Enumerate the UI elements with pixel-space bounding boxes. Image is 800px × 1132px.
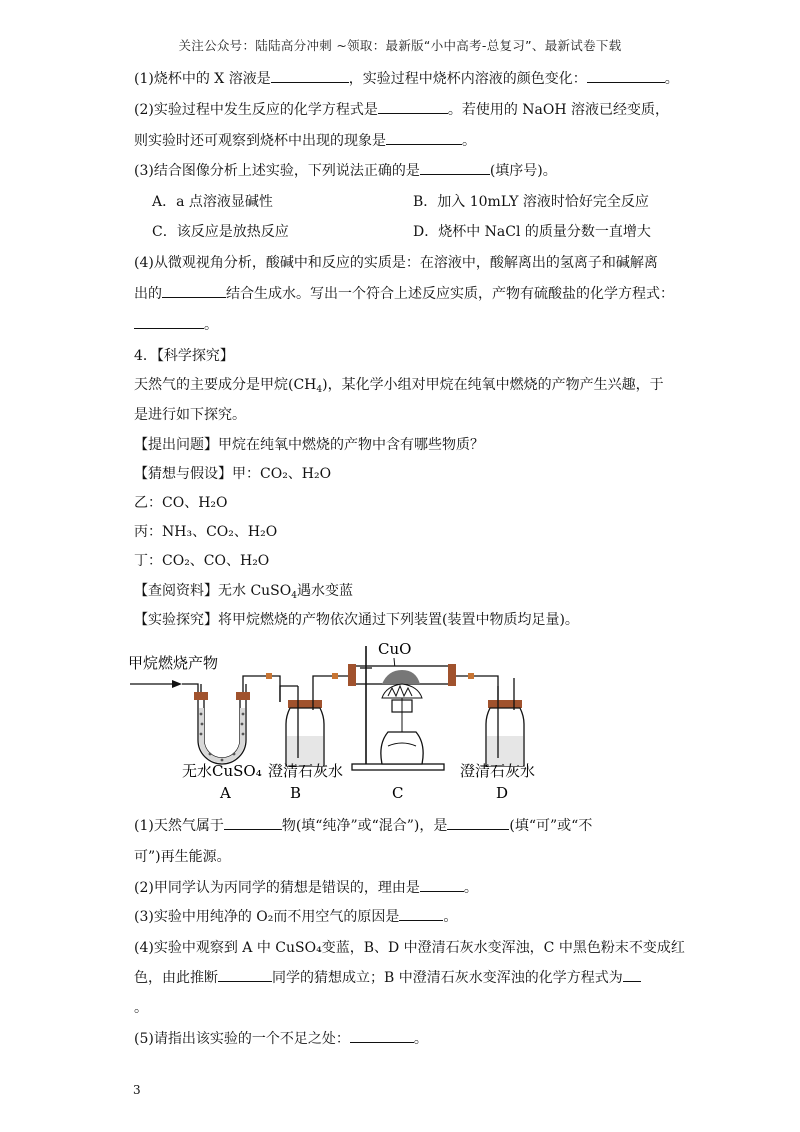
answer-blank[interactable] — [386, 130, 462, 145]
q4-sub-2 — [134, 877, 478, 897]
q4-sub-1-cont: 可”)再生能源。 — [134, 849, 231, 865]
label-limewater-b: 澄清石灰水 — [268, 762, 344, 780]
answer-blank[interactable] — [447, 815, 509, 830]
option-c: C．该反应是放热反应 — [152, 224, 289, 240]
answer-blank[interactable] — [378, 99, 448, 114]
q3-4-text-a: 出的 — [134, 286, 162, 302]
hypothesis-jia: 【猜想与假设】甲：CO₂、H₂O — [134, 466, 332, 482]
answer-blank[interactable] — [271, 68, 349, 83]
q3-line-9 — [134, 314, 218, 334]
sub4-text-c: 同学的猜想成立；B 中澄清石灰水变浑浊的化学方程式为 — [272, 970, 623, 986]
q3-2-text-a: (2)实验过程中发生反应的化学方程式是 — [134, 102, 378, 118]
u-tube-a — [182, 684, 250, 764]
sub2-text-b: 。 — [463, 880, 478, 896]
label-d: D — [496, 784, 509, 802]
q4-title: 4．【科学探究】 — [134, 348, 234, 364]
intro-text-a: 天然气的主要成分是甲烷(CH — [134, 377, 317, 393]
answer-blank[interactable] — [350, 1028, 414, 1043]
sub1-text-c: (填“可”或“不 — [509, 818, 593, 834]
answer-blank[interactable] — [587, 68, 665, 83]
cuo-label: CuO — [378, 640, 412, 658]
q3-line-1 — [134, 68, 679, 88]
wash-bottle-b — [280, 686, 324, 766]
hypothesis-bing: 丙：NH₃、CO₂、H₂O — [134, 524, 278, 540]
answer-blank[interactable] — [134, 314, 204, 329]
q3-2-text-b: 。若使用的 NaOH 溶液已经变质， — [447, 102, 670, 118]
q3-3-text-b: (填序号)。 — [489, 163, 557, 179]
q3-line-8 — [134, 283, 674, 303]
q4-question: 【提出问题】甲烷在纯氧中燃烧的产物中含有哪些物质？ — [134, 437, 484, 453]
inlet-label: 甲烷燃烧产物 — [128, 654, 219, 672]
apparatus-diagram — [120, 640, 550, 802]
wash-bottle-d — [482, 676, 524, 766]
answer-blank[interactable] — [420, 160, 490, 175]
q4-intro-1 — [134, 374, 664, 395]
q4-intro-2: 是进行如下探究。 — [134, 407, 246, 423]
q3-line-4 — [134, 160, 557, 180]
sub1-text-b: 物(填“纯净”或“混合”)，是 — [281, 818, 448, 834]
label-c: C — [392, 784, 404, 802]
sub4-text-b: 色，由此推断 — [134, 970, 218, 986]
q3-3-text-a: (3)结合图像分析上述实验，下列说法正确的是 — [134, 163, 420, 179]
option-b: B．加入 10mLY 溶液时恰好完全反应 — [413, 194, 649, 210]
hypothesis-yi: 乙：CO、H₂O — [134, 495, 228, 511]
reference-text-a: 【查阅资料】无水 CuSO — [134, 583, 292, 599]
q3-2-text-c: 则实验时还可观察到烧杯中出现的现象是 — [134, 133, 386, 149]
q3-1-text-a: (1)烧杯中的 X 溶液是 — [134, 71, 271, 87]
q4-sub-3 — [134, 906, 457, 926]
sub3-text-b: 。 — [443, 909, 458, 925]
page-header: 关注公众号：陆陆高分冲刺 ~领取：最新版“小中高考-总复习”、最新试卷下载 — [178, 38, 622, 53]
label-b: B — [290, 784, 302, 802]
label-a: A — [220, 784, 231, 802]
answer-blank[interactable] — [420, 877, 464, 892]
answer-blank[interactable] — [399, 906, 443, 921]
sub5-text-b: 。 — [413, 1031, 428, 1047]
q3-line-2 — [134, 99, 669, 119]
q3-1-text-b: ，实验过程中烧杯内溶液的颜色变化： — [348, 71, 587, 87]
combustion-tube-c — [348, 640, 482, 686]
label-anhydrous-cuso4: 无水CuSO₄ — [182, 762, 262, 780]
option-d: D．烧杯中 NaCl 的质量分数一直增大 — [413, 224, 651, 240]
label-limewater-d: 澄清石灰水 — [460, 762, 536, 780]
q3-line-3 — [134, 130, 476, 150]
alcohol-lamp — [381, 684, 423, 764]
q4-experiment: 【实验探究】将甲烷燃烧的产物依次通过下列装置(装置中物质均足量)。 — [134, 612, 579, 628]
sub1-text-a: (1)天然气属于 — [134, 818, 224, 834]
intro-text-b: )，某化学小组对甲烷在纯氧中燃烧的产物产生兴趣，于 — [322, 377, 664, 393]
q4-sub-4: (4)实验中观察到 A 中 CuSO₄变蓝，B、D 中澄清石灰水变浑浊，C 中黑色粉末不变成红 — [134, 940, 685, 956]
q4-sub-4-cont — [134, 967, 641, 987]
answer-blank[interactable] — [224, 815, 282, 830]
sub2-text-a: (2)甲同学认为丙同学的猜想是错误的，理由是 — [134, 880, 420, 896]
option-a: A．a 点溶液显碱性 — [152, 194, 273, 210]
connector-tube — [313, 673, 352, 686]
intro-subscript: 4 — [316, 385, 323, 395]
reference-subscript: 4 — [291, 591, 297, 601]
q3-2-text-d: 。 — [462, 133, 476, 149]
page-number: 3 — [133, 1083, 141, 1097]
reference-text-b: 遇水变蓝 — [296, 583, 353, 599]
inlet-arrow — [130, 680, 182, 688]
q3-4-text-c: 。 — [204, 317, 218, 333]
sub3-text-a: (3)实验中用纯净的 O₂而不用空气的原因是 — [134, 909, 400, 925]
q4-sub-5 — [134, 1028, 428, 1048]
answer-blank[interactable] — [623, 967, 641, 982]
q4-reference — [134, 580, 353, 601]
sub5-text-a: (5)请指出该实验的一个不足之处： — [134, 1031, 350, 1047]
hypothesis-ding: 丁：CO₂、CO、H₂O — [134, 553, 270, 569]
q3-4-text-b: 结合生成水。写出一个符合上述反应实质，产物有硫酸盐的化学方程式： — [226, 286, 674, 302]
q3-1-text-c: 。 — [664, 71, 679, 87]
q3-line-7: (4)从微观视角分析，酸碱中和反应的实质是：在溶液中，酸解离出的氢离子和碱解离 — [134, 255, 658, 271]
answer-blank[interactable] — [162, 283, 226, 298]
q4-sub-4-end: 。 — [134, 1000, 148, 1016]
answer-blank[interactable] — [218, 967, 272, 982]
q4-sub-1 — [134, 815, 592, 835]
